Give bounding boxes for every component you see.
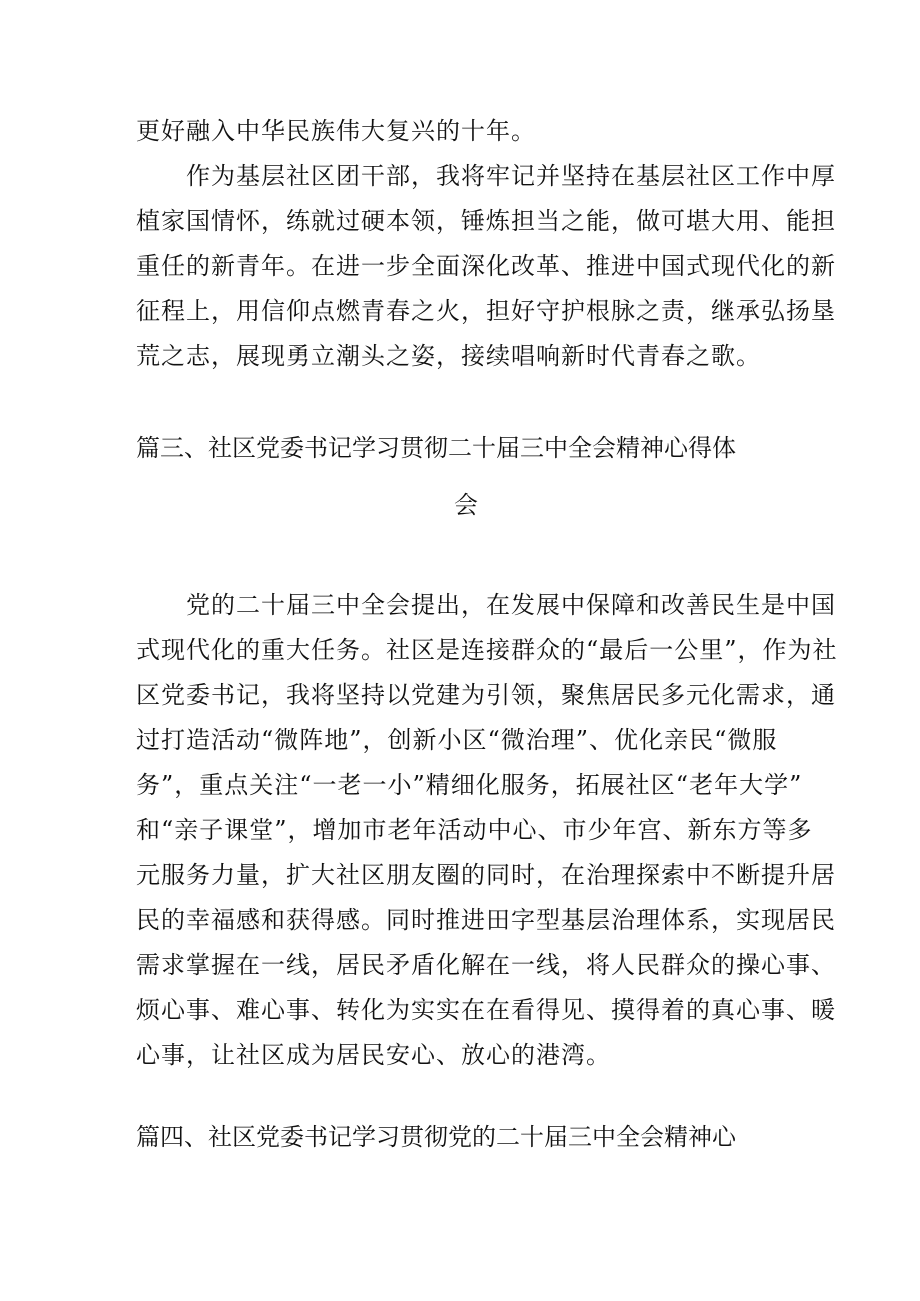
- text-line: 过打造活动“微阵地”，创新小区“微治理”、优化亲民“微服: [136, 726, 778, 754]
- text-line: 元服务力量，扩大社区朋友圈的同时，在治理探索中不断提升居: [136, 861, 836, 889]
- text-line: 和“亲子课堂”，增加市老年活动中心、市少年宫、新东方等多: [136, 816, 813, 844]
- text-line: 式现代化的重大任务。社区是连接群众的“最后一公里”，作为社: [136, 636, 838, 664]
- text-line: 更好融入中华民族伟大复兴的十年。: [136, 117, 536, 145]
- text-line: 征程上，用信仰点燃青春之火，担好守护根脉之责，继承弘扬垦: [136, 297, 836, 325]
- text-line: 作为基层社区团干部，我将牢记并坚持在基层社区工作中厚: [136, 162, 836, 190]
- heading-line: 会: [454, 491, 478, 519]
- text-line: 植家国情怀，练就过硬本领，锤炼担当之能，做可堪大用、能担: [136, 207, 836, 235]
- text-line: 民的幸福感和获得感。同时推进田字型基层治理体系，实现居民: [136, 906, 836, 934]
- text-line: 需求掌握在一线，居民矛盾化解在一线，将人民群众的操心事、: [136, 951, 836, 979]
- heading-line: 篇三、社区党委书记学习贯彻二十届三中全会精神心得体: [136, 434, 736, 462]
- text-line: 重任的新青年。在进一步全面深化改革、推进中国式现代化的新: [136, 252, 836, 280]
- text-line: 荒之志，展现勇立潮头之姿，接续唱响新时代青春之歌。: [136, 342, 761, 370]
- text-line: 党的二十届三中全会提出，在发展中保障和改善民生是中国: [136, 591, 836, 619]
- text-line: 区党委书记，我将坚持以党建为引领，聚焦居民多元化需求，通: [136, 681, 836, 709]
- text-line: 心事，让社区成为居民安心、放心的港湾。: [136, 1041, 611, 1069]
- heading-line: 篇四、社区党委书记学习贯彻党的二十届三中全会精神心: [136, 1123, 736, 1151]
- text-line: 务”，重点关注“一老一小”精细化服务，拓展社区“老年大学”: [136, 771, 803, 799]
- text-line: 烦心事、难心事、转化为实实在在看得见、摸得着的真心事、暖: [136, 996, 836, 1024]
